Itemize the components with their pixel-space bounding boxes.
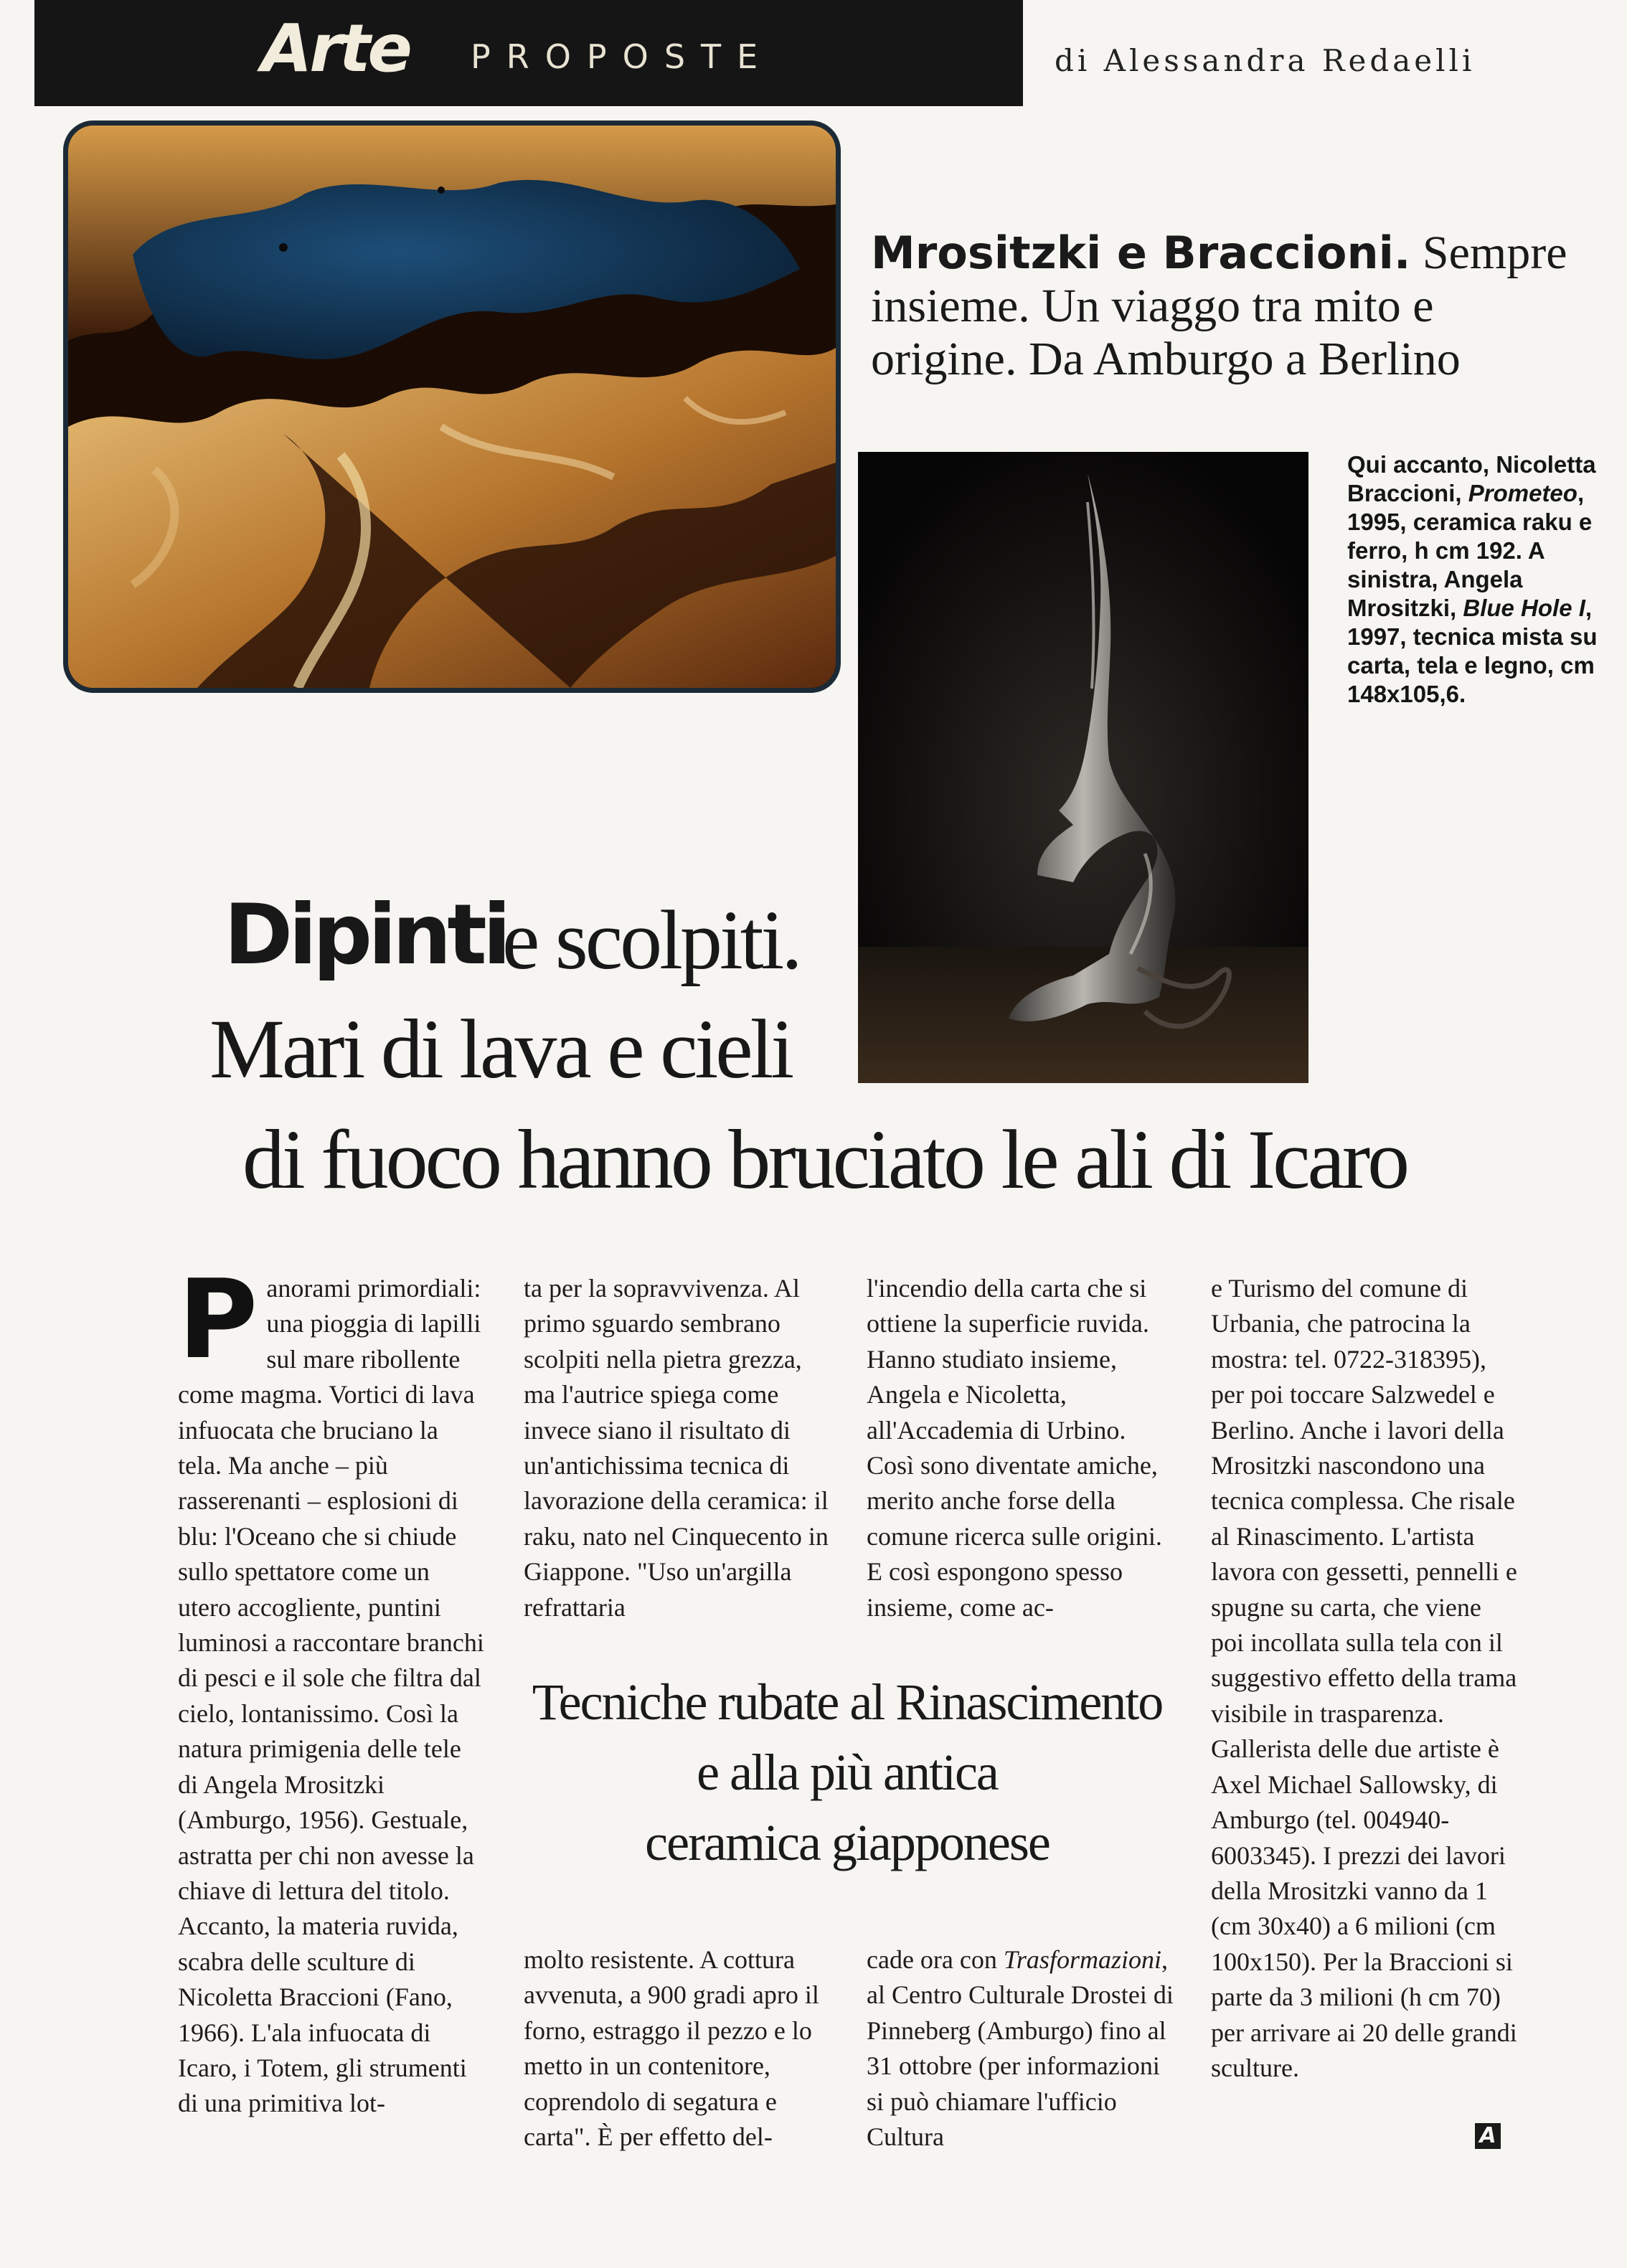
col4-text: e Turismo del comune di Urbania, che patrocina la mostra: tel. 0722-318395), per poi toccare Salzwedel e Berlino. Anche i lavori della Mrositzki nascondono una tecnica complessa. Che risale al Rinascimento. L'artista lavora con gessetti, pennelli e spugne su carta, che viene poi incollata sulla tela con il suggestivo effetto della trama visibile in trasparenza. Gallerista delle due artiste è Axel Michael Sallowsky, di Amburgo (tel. 004940-6003345). I prezzi dei lavori della Mrositzki vanno da 1 (cm 30x40) a 6 milioni (cm 100x150). Per la Braccioni si parte da 3 milioni (h cm 70) per arrivare ai 20 delle grandi sculture. <box>1211 1274 1517 2082</box>
section-name: PROPOSTE <box>471 37 774 76</box>
article-deck <box>871 227 1574 386</box>
caption-text-3: , 1997, tecnica mista su carta, tela e legno, cm 148x105,6. <box>1347 595 1598 707</box>
caption-text-2: , 1995, ceramica raku e ferro, h cm 192. A sinistra, Angela Mrositzki, <box>1347 480 1593 621</box>
pull-quote-line-3: ceramica giapponese <box>645 1814 1050 1871</box>
caption-title-blue-hole: Blue Hole I <box>1463 595 1585 621</box>
section-logo: Arte <box>261 10 410 87</box>
headline-line2: Mari di lava e cieli <box>209 1002 792 1096</box>
col3a-text: l'incendio della carta che si ottiene la superficie ruvida. Hanno studiato insieme, Angela e Nicoletta, all'Accademia di Urbino. Così sono diventate amiche, merito anche forse della comune ricerca sulle origini. E così espongono spesso insieme, come ac- <box>867 1274 1162 1622</box>
body-column-4 <box>1211 1271 1518 2086</box>
end-of-article-mark: A <box>1475 2123 1501 2149</box>
col3b-exhibition-title: Trasformazioni <box>1003 1945 1161 1974</box>
headline-line3: di fuoco hanno bruciato le ali di Icaro <box>242 1112 1407 1206</box>
photo-caption <box>1347 450 1620 709</box>
col3b-text-1: cade ora con <box>867 1945 1004 1974</box>
drop-cap: P <box>178 1256 258 1383</box>
sculpture-photo <box>858 452 1308 1083</box>
deck-bold: Mrositzki e Braccioni. <box>871 227 1411 279</box>
headline-bold: Dipinti <box>224 887 507 983</box>
body-column-3-top <box>867 1271 1174 1625</box>
body-column-2-bottom <box>524 1942 831 2155</box>
body-column-2-top <box>524 1271 831 1625</box>
deck-text: Sempre insieme. Un viaggo tra mito e origine. Da Amburgo a Berlino <box>871 227 1567 385</box>
painting-image <box>63 121 841 693</box>
byline: di Alessandra Redaelli <box>1055 43 1476 78</box>
pull-quote-line-1: Tecniche rubate al Rinascimento <box>532 1673 1163 1731</box>
body-column-1 <box>178 1256 485 2122</box>
painting-artwork <box>68 126 836 688</box>
pull-quote <box>514 1667 1181 1878</box>
pull-quote-line-2: e alla più antica <box>697 1744 998 1801</box>
sculpture-artwork <box>858 452 1308 1083</box>
body-column-3-bottom <box>867 1942 1174 2155</box>
col3b-text-2: , al Centro Culturale Drostei di Pinneberg (Amburgo) fino al 31 ottobre (per informazioni si può chiamare l'ufficio Cultura <box>867 1945 1174 2152</box>
caption-title-prometeo: Prometeo <box>1468 480 1578 506</box>
col1-text: anorami primordiali: una pioggia di lapilli sul mare ribollente come magma. Vortici di lava infuocata che bruciano la tela. Ma anche – più rasserenanti – esplosioni di blu: l'Oceano che si chiude sullo spettatore come un utero accogliente, puntini luminosi a raccontare branchi di pesci e il sole che filtra dal cielo, lontanissimo. Così la natura primigenia delle tele di Angela Mrositzki (Amburgo, 1956). Gestuale, astratta per chi non avesse la chiave di lettura del titolo. Accanto, la materia ruvida, scabra delle sculture di Nicoletta Braccioni (Fano, 1966). L'ala infuocata di Icaro, i Totem, gli strumenti di una primitiva lot- <box>178 1274 484 2118</box>
col2b-text: molto resistente. A cottura avvenuta, a 900 gradi apro il forno, estraggo il pezzo e lo metto in un contenitore, coprendolo di segatura e carta". È per effetto del- <box>524 1945 819 2152</box>
caption-text-1: Qui accanto, Nicoletta Braccioni, <box>1347 451 1596 506</box>
col2a-text: ta per la sopravvivenza. Al primo sguardo sembrano scolpiti nella pietra grezza, ma l'autrice spiega come invece siano il risultato di un'antichissima tecnica di lavorazione della ceramica: il raku, nato nel Cinquecento in Giappone. "Uso un'argilla refrattaria <box>524 1274 829 1622</box>
headline-line1: e scolpiti. <box>502 893 800 987</box>
